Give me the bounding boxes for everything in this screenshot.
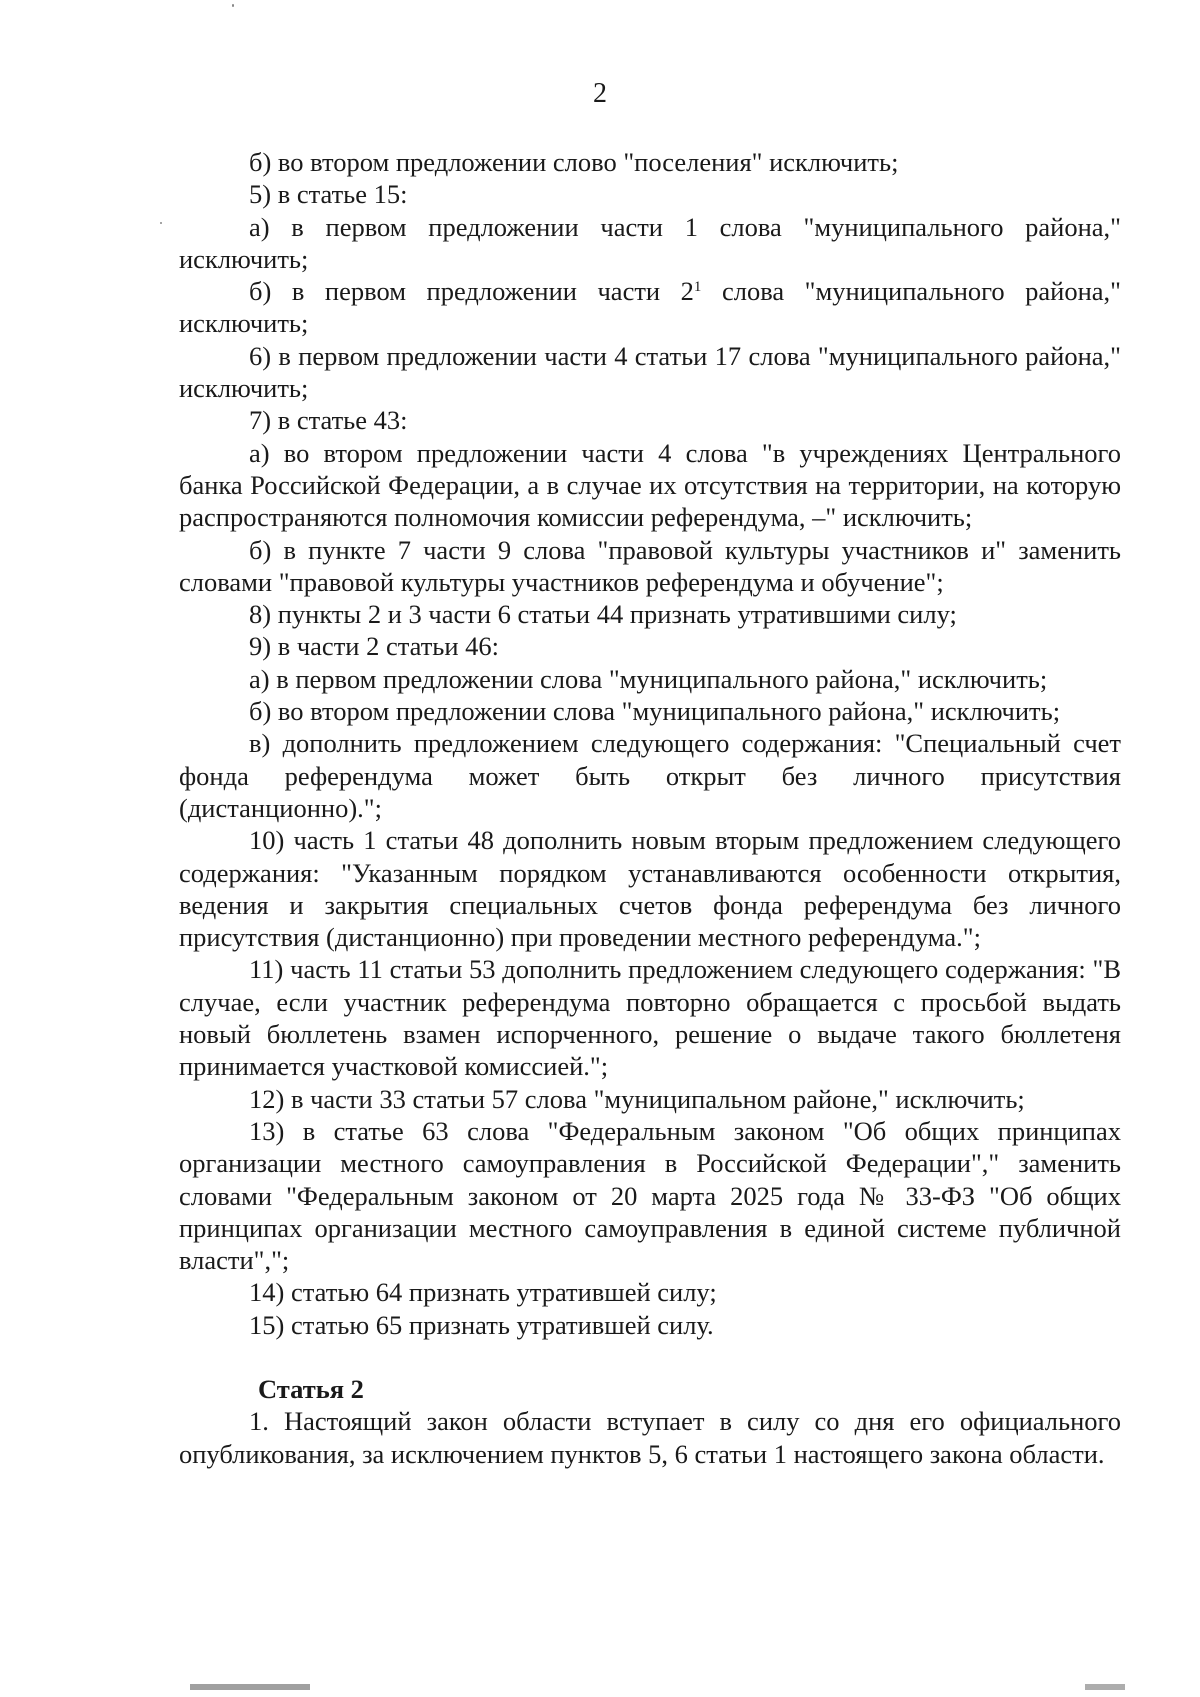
article-heading: Статья 2 — [258, 1373, 364, 1404]
paragraph: 7) в статье 43: — [249, 405, 408, 436]
paragraph-with-superscript — [179, 275, 1121, 340]
article-paragraph: 1. Настоящий закон области вступает в силу со дня его официального опубликования, за исключением пунктов 5, 6 статьи 1 настоящего закона области. — [179, 1406, 1121, 1469]
paragraph: 9) в части 2 статьи 46: — [249, 631, 500, 662]
document-body — [179, 146, 1121, 1470]
paragraph: 10) часть 1 статьи 48 дополнить новым вторым предложением следующего содержания: "Указанным порядком устанавливаются особенности открытия, ведения и закрытия специальных счетов фонда референдума без личного присутствия (дистанционно) при проведении местного референдума."; — [179, 825, 1121, 953]
paragraph: 6) в первом предложении части 4 статьи 17 слова "муниципального района," исключить; — [179, 340, 1121, 404]
paragraph: 12) в части 33 статьи 57 слова "муниципальном районе," исключить; — [249, 1083, 1025, 1114]
paragraph: а) в первом предложении слова "муниципального района," исключить; — [249, 663, 1048, 694]
scan-speck — [232, 4, 234, 7]
superscript: 1 — [693, 279, 702, 296]
paragraph: б) во втором предложении слова "муниципального района," исключить; — [249, 696, 1061, 727]
page-number: 2 — [593, 78, 607, 109]
paragraph-text: б) в первом предложении части 2 — [249, 276, 694, 307]
scan-speck — [160, 222, 162, 224]
paragraph: а) в первом предложении части 1 слова "муниципального района," исключить; — [179, 211, 1121, 274]
paragraph: 14) статью 64 признать утратившей силу; — [249, 1277, 717, 1308]
paragraph: 15) статью 65 признать утратившей силу. — [249, 1309, 714, 1340]
paragraph-text-tail: слова "муниципального района," исключить; — [179, 276, 1121, 339]
footer-scan-mark — [1085, 1684, 1125, 1690]
footer-scan-mark — [190, 1684, 310, 1690]
paragraph: в) дополнить предложением следующего содержания: "Специальный счет фонда референдума может быть открыт без личного присутствия (дистанционно)."; — [179, 728, 1121, 823]
paragraph: б) во втором предложении слово "поселения" исключить; — [249, 147, 899, 177]
paragraph: 8) пункты 2 и 3 части 6 статьи 44 признать утратившими силу; — [249, 599, 957, 630]
paragraph: а) во втором предложении части 4 слова "в учреждениях Центрального банка Российской Федерации, а в случае их отсутствия на территории, на которую распространяются полномочия комиссии референдума, –" исключить; — [179, 437, 1121, 533]
paragraph: б) в пункте 7 части 9 слова "правовой культуры участников и" заменить словами "правовой культуры участников референдума и обучение"; — [179, 534, 1121, 597]
paragraph: 5) в статье 15: — [249, 179, 408, 210]
paragraph: 11) часть 11 статьи 53 дополнить предложением следующего содержания: "В случае, если участник референдума повторно обращается с просьбой выдать новый бюллетень взамен испорченного, решение о выдаче такого бюллетеня принимается участковой комиссией."; — [179, 954, 1121, 1082]
paragraph: 13) в статье 63 слова "Федеральным законом "Об общих принципах организации местного самоуправления в Российской Федерации"," заменить словами "Федеральным законом от 20 марта 2025 года № 33-ФЗ "Об общих принципах организации местного самоуправления в единой системе публичной власти","; — [179, 1115, 1121, 1276]
